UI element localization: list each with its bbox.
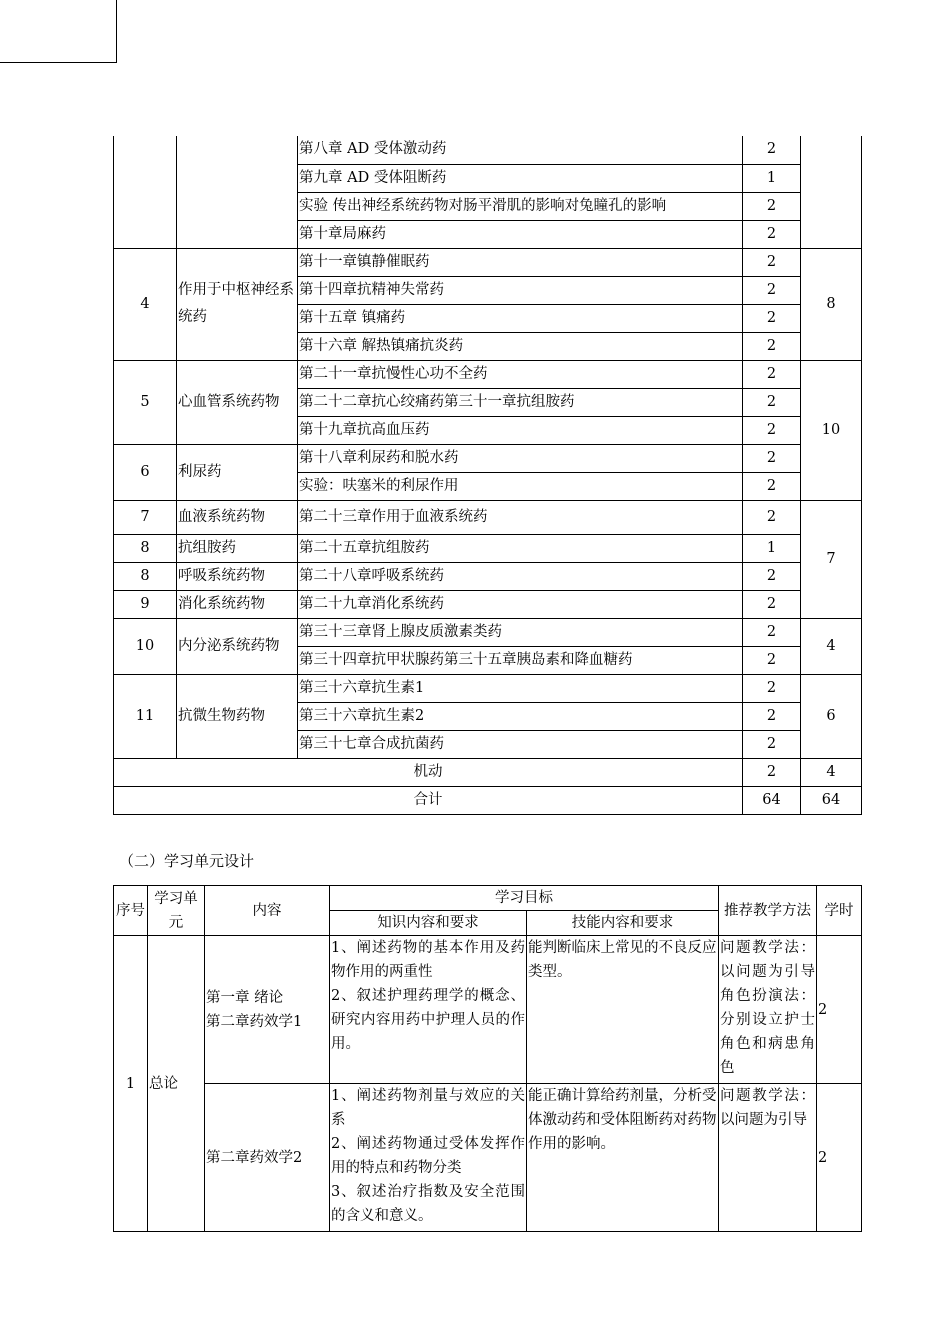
header-skill: 技能内容和要求 [527, 911, 719, 936]
table-row [114, 360, 862, 388]
flex-row [114, 758, 862, 786]
table-row [114, 562, 862, 590]
content-cell: 第八章 AD 受体激动药 [298, 136, 743, 164]
skill-cell: 能判断临床上常见的不良反应类型。 [527, 936, 719, 1084]
hours-cell: 2 [743, 674, 801, 702]
header-goals: 学习目标 [330, 886, 719, 911]
hours-cell: 2 [743, 220, 801, 248]
unit-number-cell: 10 [114, 618, 177, 674]
sum-hours: 64 [743, 786, 801, 814]
total-hours-cell: 4 [801, 618, 862, 674]
content-cell: 第十八章利尿药和脱水药 [298, 444, 743, 472]
table-row [114, 534, 862, 562]
content-cell: 第十九章抗高血压药 [298, 416, 743, 444]
content-cell: 第十五章 镇痛药 [298, 304, 743, 332]
hours-cell: 2 [743, 730, 801, 758]
unit-number-cell: 6 [114, 444, 177, 500]
hours-cell: 2 [743, 702, 801, 730]
unit-name-cell: 利尿药 [177, 444, 298, 500]
hours-cell: 2 [743, 618, 801, 646]
unit-name-cell: 抗微生物药物 [177, 674, 298, 758]
content-cell: 第三十七章合成抗菌药 [298, 730, 743, 758]
hours-cell: 2 [743, 590, 801, 618]
hours-cell: 2 [743, 136, 801, 164]
table-row [114, 674, 862, 702]
table-row [114, 618, 862, 646]
unit-number-cell: 11 [114, 674, 177, 758]
unit-name-cell: 作用于中枢神经系统药 [177, 248, 298, 360]
header-row [114, 886, 862, 911]
course-schedule-table [113, 136, 862, 815]
corner-box [0, 0, 117, 63]
hours-cell: 2 [817, 936, 862, 1084]
content-cell: 第二十八章呼吸系统药 [298, 562, 743, 590]
unit-number-cell: 7 [114, 500, 177, 534]
table-row [114, 1084, 862, 1232]
header-unit: 学习单元 [148, 886, 205, 936]
content-cell: 第二十二章抗心绞痛药第三十一章抗组胺药 [298, 388, 743, 416]
table-row [114, 590, 862, 618]
content-cell: 第二十五章抗组胺药 [298, 534, 743, 562]
content-cell: 第二章药效学2 [205, 1084, 330, 1232]
content-cell: 实验 传出神经系统药物对肠平滑肌的影响对兔瞳孔的影响 [298, 192, 743, 220]
method-cell: 问题教学法：以问题为引导角色扮演法：分别设立护士角色和病患角色 [719, 936, 817, 1084]
table-row [114, 136, 862, 164]
content-cell: 第十四章抗精神失常药 [298, 276, 743, 304]
hours-cell: 2 [743, 444, 801, 472]
unit-name-cell: 血液系统药物 [177, 500, 298, 534]
total-hours-cell: 6 [801, 674, 862, 758]
content-cell: 第三十六章抗生素1 [298, 674, 743, 702]
hours-cell: 2 [743, 332, 801, 360]
unit-name-cell: 消化系统药物 [177, 590, 298, 618]
content-cell: 第二十九章消化系统药 [298, 590, 743, 618]
table-row [114, 248, 862, 276]
content-cell: 第三十六章抗生素2 [298, 702, 743, 730]
flex-total: 4 [801, 758, 862, 786]
unit-number-cell: 4 [114, 248, 177, 360]
content-cell: 第一章 绪论 第二章药效学1 [205, 936, 330, 1084]
table-row [114, 444, 862, 472]
total-hours-cell [801, 136, 862, 248]
hours-cell: 2 [743, 248, 801, 276]
knowledge-cell: 1、阐述药物剂量与效应的关系 2、阐述药物通过受体发挥作用的特点和药物分类 3、叙述治疗指数及安全范围的含义和意义。 [330, 1084, 527, 1232]
skill-cell: 能正确计算给药剂量，分析受体激动药和受体阻断药对药物作用的影响。 [527, 1084, 719, 1232]
sum-total: 64 [801, 786, 862, 814]
unit-number-cell [114, 136, 177, 248]
unit-design-table [113, 885, 862, 1232]
header-no: 序号 [114, 886, 148, 936]
header-knowledge: 知识内容和要求 [330, 911, 527, 936]
table-row [114, 500, 862, 534]
content-cell: 第十一章镇静催眠药 [298, 248, 743, 276]
hours-cell: 2 [743, 192, 801, 220]
total-hours-cell: 7 [801, 500, 862, 618]
content-cell: 第二十三章作用于血液系统药 [298, 500, 743, 534]
content-cell: 第十六章 解热镇痛抗炎药 [298, 332, 743, 360]
flex-label: 机动 [114, 758, 743, 786]
content-cell: 实验：呋塞米的利尿作用 [298, 472, 743, 500]
content-cell: 第二十一章抗慢性心功不全药 [298, 360, 743, 388]
hours-cell: 2 [743, 500, 801, 534]
total-hours-cell: 10 [801, 360, 862, 500]
content-cell: 第三十四章抗甲状腺药第三十五章胰岛素和降血糖药 [298, 646, 743, 674]
unit-name-cell: 内分泌系统药物 [177, 618, 298, 674]
sum-row [114, 786, 862, 814]
hours-cell: 2 [743, 388, 801, 416]
unit-name-cell: 抗组胺药 [177, 534, 298, 562]
content-cell: 第九章 AD 受体阻断药 [298, 164, 743, 192]
unit-number-cell: 9 [114, 590, 177, 618]
header-method: 推荐教学方法 [719, 886, 817, 936]
hours-cell: 2 [743, 360, 801, 388]
unit-number-cell: 5 [114, 360, 177, 444]
section-title: （二）学习单元设计 [119, 852, 255, 870]
flex-hours: 2 [743, 758, 801, 786]
total-hours-cell: 8 [801, 248, 862, 360]
hours-cell: 2 [743, 276, 801, 304]
hours-cell: 2 [743, 304, 801, 332]
header-content: 内容 [205, 886, 330, 936]
hours-cell: 2 [743, 562, 801, 590]
hours-cell: 1 [743, 164, 801, 192]
unit-number-cell: 8 [114, 534, 177, 562]
table-row [114, 936, 862, 1084]
sum-label: 合计 [114, 786, 743, 814]
hours-cell: 2 [743, 646, 801, 674]
unit-name-cell: 总论 [148, 936, 205, 1232]
header-hours: 学时 [817, 886, 862, 936]
hours-cell: 1 [743, 534, 801, 562]
unit-number-cell: 1 [114, 936, 148, 1232]
content-cell: 第十章局麻药 [298, 220, 743, 248]
content-cell: 第三十三章肾上腺皮质激素类药 [298, 618, 743, 646]
unit-number-cell: 8 [114, 562, 177, 590]
hours-cell: 2 [743, 472, 801, 500]
method-cell: 问题教学法：以问题为引导 [719, 1084, 817, 1232]
hours-cell: 2 [743, 416, 801, 444]
unit-name-cell: 心血管系统药物 [177, 360, 298, 444]
knowledge-cell: 1、阐述药物的基本作用及药物作用的两重性 2、叙述护理药理学的概念、研究内容用药中护理人员的作用。 [330, 936, 527, 1084]
hours-cell: 2 [817, 1084, 862, 1232]
unit-name-cell [177, 136, 298, 248]
unit-name-cell: 呼吸系统药物 [177, 562, 298, 590]
